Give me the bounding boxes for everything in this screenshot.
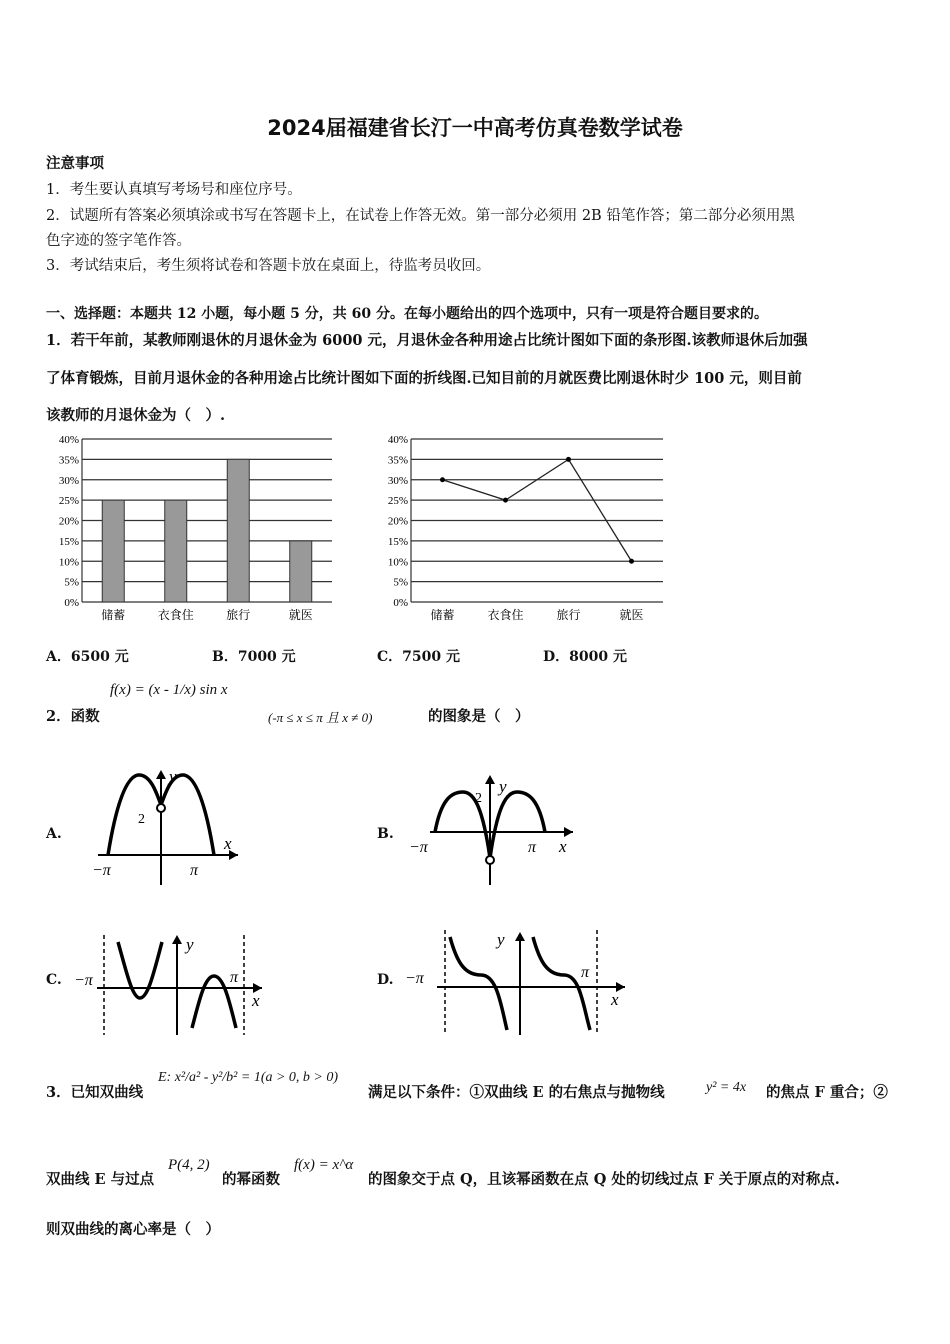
line-point [503, 498, 508, 503]
bar-ytick-label: 20% [58, 515, 79, 528]
bar-xtick-label: 储蓄 [101, 608, 126, 622]
bar-ytick-label: 15% [58, 535, 79, 548]
q2-option-b: B. [377, 826, 394, 842]
bar-bar [165, 500, 187, 602]
q2-option-c: C. [46, 972, 62, 988]
graph-d-y-label: y [497, 930, 505, 949]
graph-b [405, 770, 580, 890]
line-xtick-label: 储蓄 [430, 608, 455, 622]
q3-line3: 则双曲线的离心率是（ ） [46, 1221, 220, 1238]
graph-c-pi: π [230, 969, 239, 986]
graph-b-neg-pi: −π [409, 839, 428, 856]
q1-option-a: A．6500 元 [46, 649, 129, 665]
line-xtick-label: 就医 [619, 608, 644, 622]
q1-option-d: D．8000 元 [543, 649, 627, 665]
q1-line-3: 该教师的月退休金为（ ）. [46, 407, 226, 424]
graph-a-neg-pi: −π [92, 862, 111, 879]
q1-option-b: B．7000 元 [212, 649, 296, 665]
line-ytick-label: 15% [387, 535, 408, 548]
line-point [440, 477, 445, 482]
line-xtick-label: 旅行 [556, 608, 581, 622]
line-ytick-label: 5% [393, 576, 408, 589]
graph-d [405, 925, 635, 1040]
q2-prefix: 2．函数 [46, 708, 100, 725]
bar-ytick-label: 35% [58, 454, 79, 467]
graph-b-two: 2 [475, 791, 482, 806]
q3-line2-c: 的图象交于点 Q，且该幂函数在点 Q 处的切线过点 F 关于原点的对称点. [368, 1171, 840, 1188]
q2-option-d: D. [377, 972, 394, 988]
q3-mid: 满足以下条件：①双曲线 E 的右焦点与抛物线 [368, 1084, 665, 1101]
graph-a-y-label: y [169, 767, 177, 786]
bar-ytick-label: 10% [58, 556, 79, 569]
q3-line2-a: 双曲线 E 与过点 [46, 1171, 155, 1188]
bar-xtick-label: 就医 [288, 608, 313, 622]
line-ytick-label: 35% [387, 454, 408, 467]
q3-power: f(x) = x^α [294, 1157, 354, 1173]
section-heading: 一、选择题：本题共 12 小题，每小题 5 分，共 60 分。在每小题给出的四个选项中，只有一项是符合题目要求的。 [46, 306, 768, 322]
notice-item-1: 1．考生要认真填写考场号和座位序号。 [46, 182, 302, 198]
bar-bar [102, 500, 124, 602]
notice-item-2-cont: 色字迹的签字笔作答。 [46, 233, 191, 249]
bar-bar [227, 459, 249, 602]
bar-ytick-label: 25% [58, 495, 79, 508]
q2-suffix: 的图象是（ ） [428, 708, 530, 725]
bar-ytick-label: 0% [64, 597, 79, 609]
graph-b-pi: π [528, 839, 537, 856]
line-ytick-label: 20% [387, 515, 408, 528]
q1-line-2: 了体育锻炼，目前月退休金的各种用途占比统计图如下面的折线图.已知目前的月就医费比刚退休时少 100 元，则目前 [46, 370, 802, 387]
graph-b-y-label: y [499, 777, 507, 796]
graph-c-y-label: y [186, 935, 194, 954]
line-chart [375, 432, 675, 632]
graph-c [72, 930, 272, 1040]
page-title: 2024届福建省长汀一中高考仿真卷数学试卷 [267, 116, 683, 140]
graph-d-neg-pi: −π [405, 970, 424, 987]
line-point [629, 559, 634, 564]
bar-ytick-label: 5% [64, 576, 79, 589]
q2-domain: (-π ≤ x ≤ π 且 x ≠ 0) [268, 710, 373, 725]
graph-c-x-label: x [252, 991, 260, 1010]
line-series-line [443, 459, 632, 561]
line-point [566, 457, 571, 462]
notice-item-2: 2．试题所有答案必须填涂或书写在答题卡上，在试卷上作答无效。第一部分必须用 2B 铅笔作答；第二部分必须用黑 [46, 208, 795, 224]
bar-bar [290, 541, 312, 602]
q3-parabola: y² = 4x [706, 1080, 747, 1095]
bar-chart [46, 432, 346, 632]
notice-heading: 注意事项 [46, 155, 104, 172]
graph-a-two: 2 [138, 812, 145, 827]
bar-xtick-label: 衣食住 [157, 608, 194, 622]
graph-a-pi: π [190, 862, 199, 879]
q3-prefix: 3．已知双曲线 [46, 1084, 144, 1101]
graph-d-x-label: x [611, 990, 619, 1009]
q3-formula: E: x²/a² - y²/b² = 1(a > 0, b > 0) [158, 1070, 339, 1085]
graph-d-pi: π [581, 964, 590, 981]
line-ytick-label: 25% [387, 495, 408, 508]
notice-item-3: 3．考试结束后，考生须将试卷和答题卡放在桌面上，待监考员收回。 [46, 258, 491, 274]
q2-formula: f(x) = (x - 1/x) sin x [110, 682, 228, 698]
q2-option-a: A. [46, 826, 62, 842]
q3-point: P(4, 2) [168, 1157, 210, 1173]
line-ytick-label: 0% [393, 597, 408, 609]
bar-xtick-label: 旅行 [226, 608, 251, 622]
graph-a-x-label: x [224, 834, 232, 853]
graph-c-neg-pi: −π [74, 972, 93, 989]
line-ytick-label: 10% [387, 556, 408, 569]
line-xtick-label: 衣食住 [487, 608, 524, 622]
q3-line2-b: 的幂函数 [222, 1171, 280, 1188]
q3-tail: 的焦点 F 重合；② [766, 1084, 888, 1101]
graph-b-x-label: x [559, 837, 567, 856]
bar-ytick-label: 30% [58, 474, 79, 487]
bar-ytick-label: 40% [58, 434, 79, 446]
q1-line-1: 1．若干年前，某教师刚退休的月退休金为 6000 元，月退休金各种用途占比统计图如下面的条形图.该教师退休后加强 [46, 332, 808, 349]
q1-option-c: C．7500 元 [377, 649, 460, 665]
line-ytick-label: 40% [387, 434, 408, 446]
graph-a [78, 765, 248, 890]
line-ytick-label: 30% [387, 474, 408, 487]
